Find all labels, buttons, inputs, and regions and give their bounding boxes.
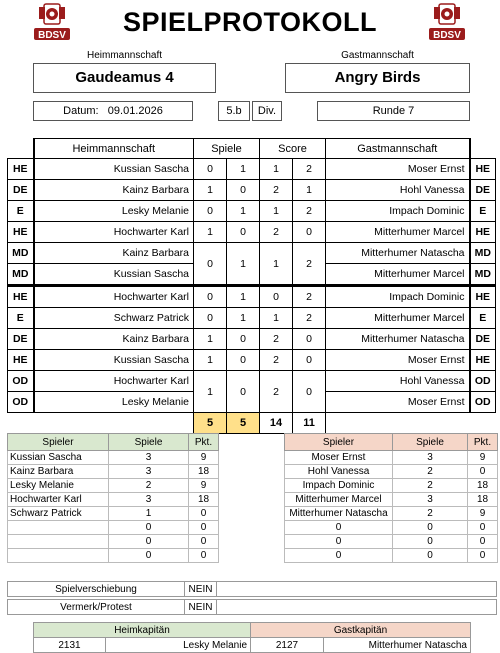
score-away: 2 (293, 286, 326, 308)
stats-row (285, 535, 498, 549)
player-points: 0 (189, 549, 219, 563)
match-type-away: HE (470, 222, 496, 243)
player-name: Mitterhumer Natascha (285, 507, 393, 521)
stats-row (285, 479, 498, 493)
player-games: 0 (109, 535, 189, 549)
match-row (8, 222, 496, 243)
date-label: Datum: (63, 105, 99, 117)
home-stats-header-games: Spiele (109, 434, 189, 451)
player-games: 3 (109, 493, 189, 507)
games-away: 1 (227, 201, 260, 222)
score-away: 2 (293, 201, 326, 222)
date-value: 09.01.2026 (107, 105, 163, 117)
player-points: 18 (189, 465, 219, 479)
page-title: SPIELPROTOKOLL (122, 7, 378, 37)
match-type-home: HE (8, 222, 34, 243)
match-row (8, 371, 496, 392)
match-type-home: E (8, 308, 34, 329)
match-table (7, 138, 496, 434)
score-away: 2 (293, 159, 326, 180)
home-player: Lesky Melanie (34, 201, 194, 222)
svg-text:BDSV: BDSV (433, 30, 461, 41)
away-stats-header-player: Spieler (285, 434, 393, 451)
player-name: 0 (285, 521, 393, 535)
player-points: 0 (189, 535, 219, 549)
player-points: 0 (468, 521, 498, 535)
player-points: 0 (468, 465, 498, 479)
score-home: 0 (260, 286, 293, 308)
player-name: Mitterhumer Marcel (285, 493, 393, 507)
games-home: 0 (194, 286, 227, 308)
match-row (8, 329, 496, 350)
player-games: 0 (393, 521, 468, 535)
stats-row (8, 535, 219, 549)
score-away: 0 (293, 371, 326, 413)
match-row (8, 308, 496, 329)
player-points: 0 (189, 521, 219, 535)
player-name: Schwarz Patrick (8, 507, 109, 521)
match-type-home: MD (8, 264, 34, 286)
player-games: 1 (109, 507, 189, 521)
away-stats-table (284, 433, 498, 563)
player-points: 9 (468, 507, 498, 521)
match-type-away: E (470, 201, 496, 222)
player-name: Impach Dominic (285, 479, 393, 493)
protest-row (7, 599, 497, 615)
captains-table (33, 622, 471, 653)
home-player: Kussian Sascha (34, 159, 194, 180)
player-points: 9 (189, 451, 219, 465)
away-player: Moser Ernst (326, 350, 470, 371)
player-points: 18 (468, 479, 498, 493)
protest-label: Vermerk/Protest (8, 600, 185, 615)
player-games: 0 (393, 549, 468, 563)
score-away: 0 (293, 350, 326, 371)
score-home: 1 (260, 159, 293, 180)
player-name (8, 549, 109, 563)
player-points: 0 (468, 549, 498, 563)
home-player: Schwarz Patrick (34, 308, 194, 329)
division-label: Div. (252, 101, 282, 121)
games-home: 1 (194, 222, 227, 243)
player-games: 0 (109, 549, 189, 563)
stats-row (285, 451, 498, 465)
score-home: 2 (260, 180, 293, 201)
away-team-label: Gastmannschaft (341, 50, 414, 61)
match-type-away: HE (470, 286, 496, 308)
match-type-away: HE (470, 159, 496, 180)
player-name: 0 (285, 549, 393, 563)
protest-value: NEIN (185, 600, 217, 615)
games-home: 1 (194, 350, 227, 371)
player-name: Hohl Vanessa (285, 465, 393, 479)
player-points: 18 (189, 493, 219, 507)
games-home: 0 (194, 159, 227, 180)
total-score-home: 14 (260, 413, 293, 434)
home-captain-label: Heimkapitän (34, 623, 251, 638)
home-player: Kussian Sascha (34, 264, 194, 286)
svg-text:BDSV: BDSV (38, 30, 66, 41)
score-home: 2 (260, 371, 293, 413)
player-name: Hochwarter Karl (8, 493, 109, 507)
player-games: 3 (393, 493, 468, 507)
score-away: 0 (293, 222, 326, 243)
stats-row (285, 493, 498, 507)
match-type-home: DE (8, 180, 34, 201)
header-home: Heimmannschaft (34, 139, 194, 159)
away-player: Mitterhumer Natascha (326, 243, 470, 264)
header-games: Spiele (194, 139, 260, 159)
match-type-away: OD (470, 392, 496, 413)
home-stats-header-player: Spieler (8, 434, 109, 451)
player-name: Kainz Barbara (8, 465, 109, 479)
home-player: Kainz Barbara (34, 243, 194, 264)
score-home: 1 (260, 308, 293, 329)
stats-row (8, 507, 219, 521)
match-type-home: OD (8, 371, 34, 392)
games-home: 0 (194, 243, 227, 286)
match-row (8, 201, 496, 222)
division-value: 5.b (218, 101, 250, 121)
home-player: Kainz Barbara (34, 329, 194, 350)
score-away: 1 (293, 180, 326, 201)
match-row (8, 159, 496, 180)
away-captain-id: 2127 (251, 638, 324, 653)
match-type-home: HE (8, 350, 34, 371)
home-player: Hochwarter Karl (34, 222, 194, 243)
match-type-away: DE (470, 329, 496, 350)
home-captain-name: Lesky Melanie (106, 638, 251, 653)
games-away: 1 (227, 308, 260, 329)
away-player: Mitterhumer Marcel (326, 308, 470, 329)
away-player: Moser Ernst (326, 159, 470, 180)
match-type-away: E (470, 308, 496, 329)
score-home: 2 (260, 222, 293, 243)
away-player: Impach Dominic (326, 286, 470, 308)
player-games: 3 (109, 451, 189, 465)
match-row (8, 180, 496, 201)
games-home: 0 (194, 308, 227, 329)
date-box (33, 101, 193, 121)
match-type-home: MD (8, 243, 34, 264)
games-home: 1 (194, 329, 227, 350)
match-type-home: E (8, 201, 34, 222)
total-games-home: 5 (194, 413, 227, 434)
home-team-name: Gaudeamus 4 (33, 63, 216, 93)
player-games: 3 (109, 465, 189, 479)
away-player: Mitterhumer Marcel (326, 222, 470, 243)
postponement-row (7, 581, 497, 597)
match-row (8, 243, 496, 264)
home-player: Kainz Barbara (34, 180, 194, 201)
player-points: 18 (468, 493, 498, 507)
games-away: 0 (227, 329, 260, 350)
games-away: 1 (227, 159, 260, 180)
match-type-away: OD (470, 371, 496, 392)
stats-row (285, 507, 498, 521)
games-away: 0 (227, 180, 260, 201)
score-away: 0 (293, 329, 326, 350)
score-home: 1 (260, 201, 293, 222)
player-name: Lesky Melanie (8, 479, 109, 493)
home-captain-id: 2131 (34, 638, 106, 653)
postponement-value: NEIN (185, 582, 217, 597)
match-type-home: HE (8, 159, 34, 180)
stats-row (8, 451, 219, 465)
player-name (8, 521, 109, 535)
games-home: 1 (194, 371, 227, 413)
player-name: 0 (285, 535, 393, 549)
away-team-name: Angry Birds (285, 63, 470, 93)
header-away: Gastmannschaft (326, 139, 470, 159)
away-player: Mitterhumer Marcel (326, 264, 470, 286)
player-points: 0 (189, 507, 219, 521)
match-type-home: DE (8, 329, 34, 350)
away-player: Moser Ernst (326, 392, 470, 413)
match-type-home: HE (8, 286, 34, 308)
away-captain-name: Mitterhumer Natascha (324, 638, 471, 653)
home-player: Kussian Sascha (34, 350, 194, 371)
match-row (8, 286, 496, 308)
player-points: 9 (468, 451, 498, 465)
stats-row (285, 521, 498, 535)
away-player: Impach Dominic (326, 201, 470, 222)
home-player: Hochwarter Karl (34, 286, 194, 308)
home-stats-table (7, 433, 219, 563)
home-player: Hochwarter Karl (34, 371, 194, 392)
score-home: 2 (260, 350, 293, 371)
match-type-away: MD (470, 264, 496, 286)
stats-row (285, 549, 498, 563)
stats-row (8, 521, 219, 535)
away-player: Mitterhumer Natascha (326, 329, 470, 350)
games-away: 1 (227, 286, 260, 308)
away-stats-header-pts: Pkt. (468, 434, 498, 451)
away-player: Hohl Vanessa (326, 180, 470, 201)
games-away: 0 (227, 222, 260, 243)
home-player: Lesky Melanie (34, 392, 194, 413)
score-away: 2 (293, 308, 326, 329)
postponement-label: Spielverschiebung (8, 582, 185, 597)
games-away: 1 (227, 243, 260, 286)
player-points: 0 (468, 535, 498, 549)
player-name (8, 535, 109, 549)
bdsv-logo-left (33, 3, 71, 43)
score-home: 1 (260, 243, 293, 286)
games-home: 0 (194, 201, 227, 222)
bdsv-logo-right (428, 3, 466, 43)
total-games-away: 5 (227, 413, 260, 434)
games-away: 0 (227, 371, 260, 413)
match-type-away: MD (470, 243, 496, 264)
round-value: Runde 7 (317, 101, 470, 121)
stats-row (8, 479, 219, 493)
player-games: 2 (393, 479, 468, 493)
match-row (8, 350, 496, 371)
player-points: 9 (189, 479, 219, 493)
player-games: 0 (393, 535, 468, 549)
total-score-away: 11 (293, 413, 326, 434)
stats-row (285, 465, 498, 479)
score-home: 2 (260, 329, 293, 350)
player-games: 0 (109, 521, 189, 535)
player-games: 2 (393, 465, 468, 479)
stats-row (8, 549, 219, 563)
score-away: 2 (293, 243, 326, 286)
home-team-label: Heimmannschaft (86, 50, 163, 61)
header-score: Score (260, 139, 326, 159)
away-player: Hohl Vanessa (326, 371, 470, 392)
match-type-home: OD (8, 392, 34, 413)
player-games: 2 (393, 507, 468, 521)
match-type-away: DE (470, 180, 496, 201)
away-captain-label: Gastkapitän (251, 623, 471, 638)
games-home: 1 (194, 180, 227, 201)
player-games: 3 (393, 451, 468, 465)
home-stats-header-pts: Pkt. (189, 434, 219, 451)
stats-row (8, 465, 219, 479)
away-stats-header-games: Spiele (393, 434, 468, 451)
stats-row (8, 493, 219, 507)
player-name: Kussian Sascha (8, 451, 109, 465)
games-away: 0 (227, 350, 260, 371)
player-games: 2 (109, 479, 189, 493)
player-name: Moser Ernst (285, 451, 393, 465)
match-type-away: HE (470, 350, 496, 371)
